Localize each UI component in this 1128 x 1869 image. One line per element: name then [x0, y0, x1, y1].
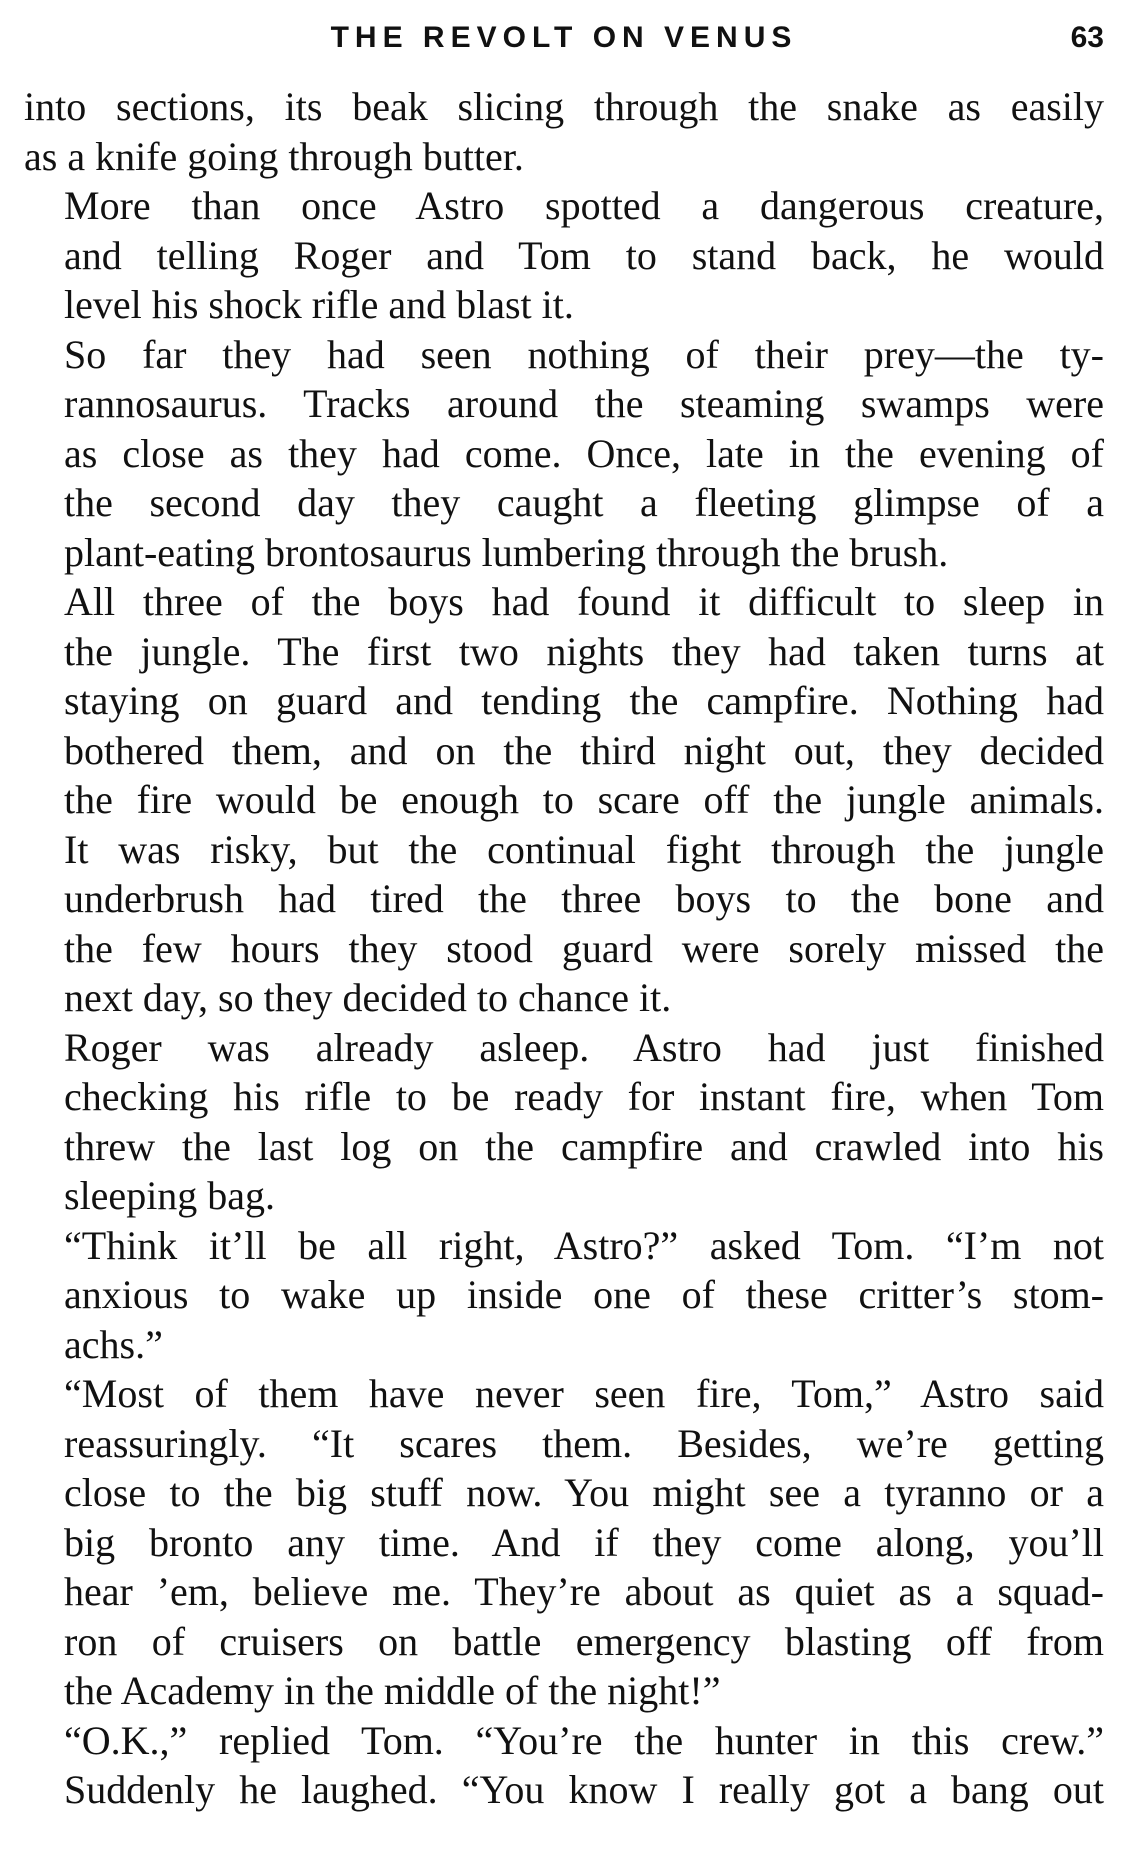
body-text: [24, 82, 1104, 1815]
text-line: So far they had seen nothing of their prey—the ty-: [64, 331, 1104, 377]
text-line: into sections, its beak slicing through the snake as easily: [24, 84, 1104, 129]
paragraph: [24, 577, 1104, 1023]
text-line: “Most of them have never seen fire, Tom,” Astro said: [64, 1371, 1104, 1416]
text-line: “Think it’ll be all right, Astro?” asked Tom. “I’m not: [64, 1222, 1104, 1268]
text-line: the few hours they stood guard were sorely missed the: [64, 925, 1104, 971]
text-line: and telling Roger and Tom to stand back, he would: [64, 232, 1104, 278]
text-line: More than once Astro spotted a dangerous creature,: [64, 183, 1104, 228]
text-line: next day, so they decided to chance it.: [64, 975, 672, 1020]
text-line: Suddenly he laughed. “You know I really got a bang out: [64, 1767, 1104, 1812]
text-line: ron of cruisers on battle emergency blasting off from: [64, 1618, 1104, 1664]
text-line: bothered them, and on the third night out, they decided: [64, 727, 1104, 773]
text-line: underbrush had tired the three boys to the bone and: [64, 876, 1104, 921]
text-line: level his shock rifle and blast it.: [64, 282, 574, 327]
paragraph: [24, 1221, 1104, 1370]
text-line: as close as they had come. Once, late in the evening of: [64, 430, 1104, 476]
text-line: Roger was already asleep. Astro had just finished: [64, 1024, 1104, 1070]
text-line: big bronto any time. And if they come along, you’ll: [64, 1519, 1104, 1565]
text-line: reassuringly. “It scares them. Besides, we’re getting: [64, 1420, 1104, 1466]
running-header: [24, 18, 1104, 68]
running-title: THE REVOLT ON VENUS: [330, 21, 798, 54]
text-line: sleeping bag.: [64, 1173, 276, 1218]
text-line: anxious to wake up inside one of these critter’s stom-: [64, 1272, 1104, 1317]
text-line: It was risky, but the continual fight through the jungle: [64, 826, 1104, 872]
paragraph: [24, 1023, 1104, 1221]
text-line: All three of the boys had found it difficult to sleep in: [64, 579, 1104, 624]
paragraph: [24, 1716, 1104, 1815]
text-line: the second day they caught a fleeting glimpse of a: [64, 480, 1104, 525]
text-line: staying on guard and tending the campfire. Nothing had: [64, 678, 1104, 723]
text-line: plant-eating brontosaurus lumbering through the brush.: [64, 529, 949, 575]
text-line: checking his rifle to be ready for instant fire, when Tom: [64, 1074, 1104, 1119]
text-line: hear ’em, believe me. They’re about as quiet as a squad-: [64, 1569, 1104, 1614]
text-line: threw the last log on the campfire and crawled into his: [64, 1123, 1104, 1169]
paragraph: [24, 1369, 1104, 1716]
text-line: “O.K.,” replied Tom. “You’re the hunter in this crew.”: [64, 1717, 1104, 1763]
text-line: the jungle. The first two nights they had taken turns at: [64, 628, 1104, 674]
paragraph: [24, 181, 1104, 330]
text-line: the fire would be enough to scare off the jungle animals.: [64, 777, 1104, 822]
text-line: the Academy in the middle of the night!”: [64, 1668, 721, 1713]
page-number: 63: [1070, 21, 1104, 54]
text-line: achs.”: [64, 1321, 163, 1367]
text-line: close to the big stuff now. You might see a tyranno or a: [64, 1470, 1104, 1515]
paragraph: [24, 330, 1104, 578]
text-line: rannosaurus. Tracks around the steaming swamps were: [64, 381, 1104, 426]
text-line: as a knife going through butter.: [24, 133, 524, 179]
paragraph: [24, 82, 1104, 181]
